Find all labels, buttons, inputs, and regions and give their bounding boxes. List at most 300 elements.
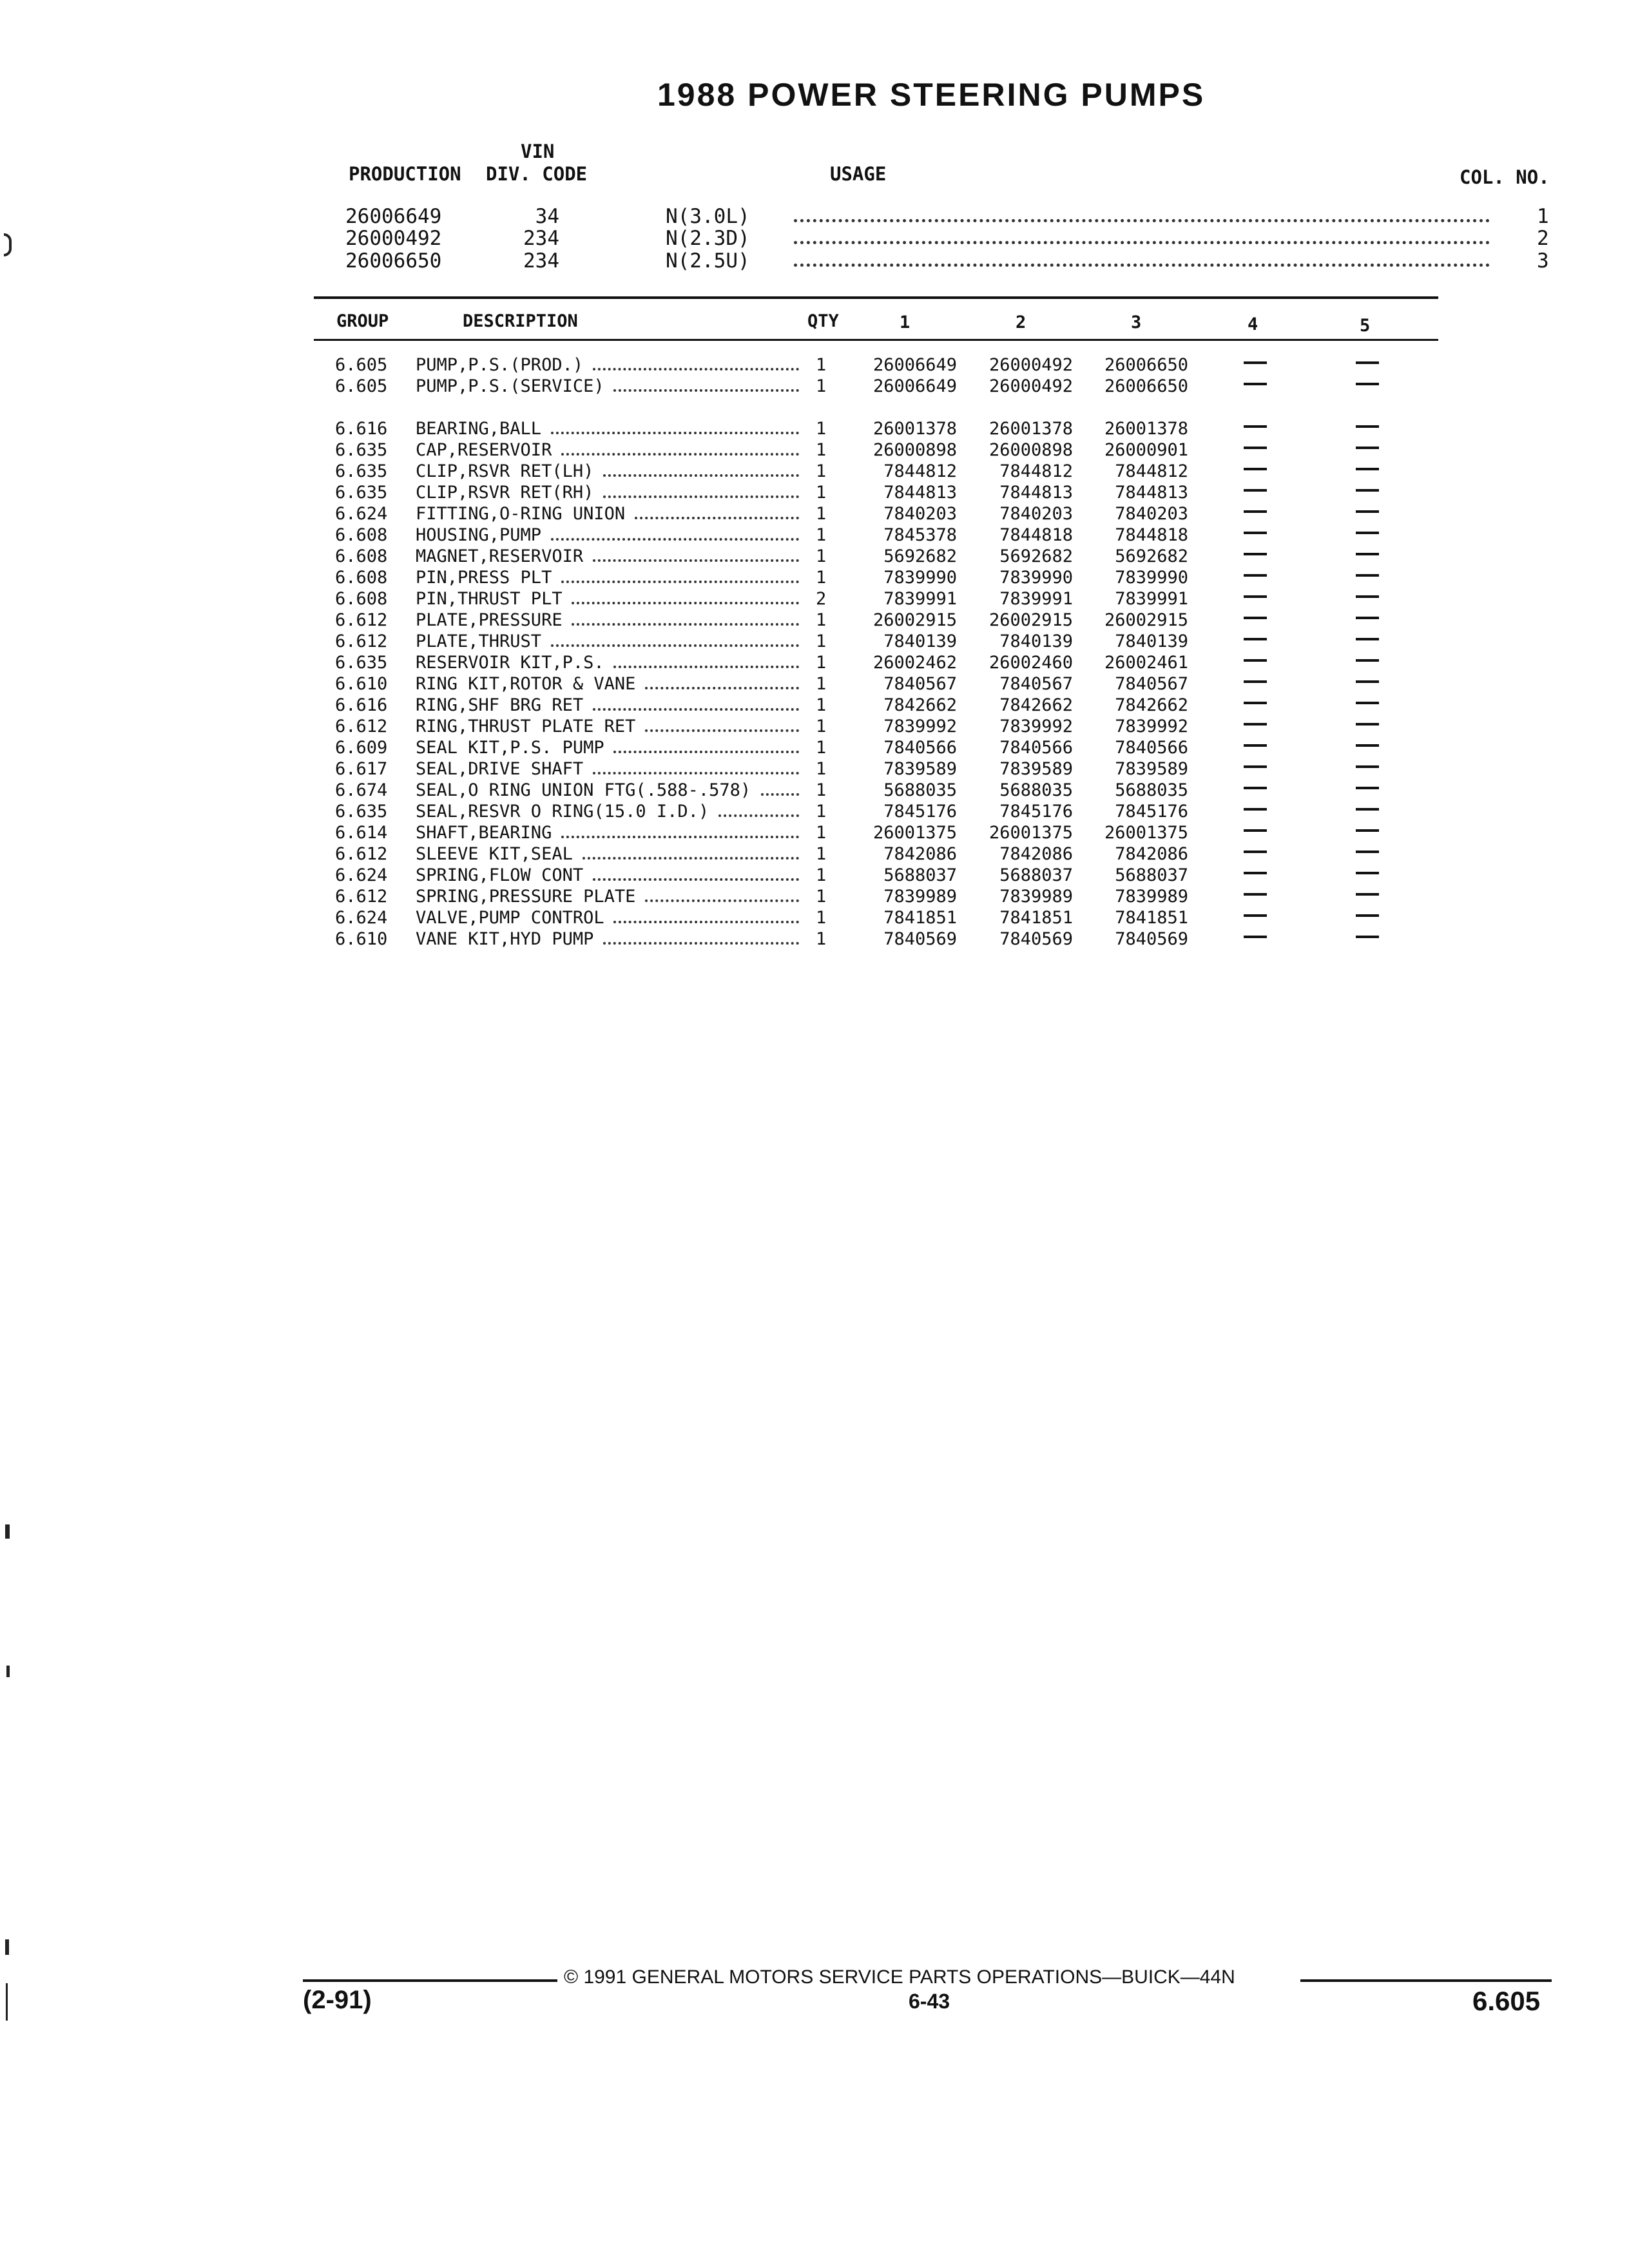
part-number-col3: 7839990	[1115, 568, 1188, 588]
part-number-col2: 5688037	[999, 865, 1073, 885]
part-number-col1: 7839991	[883, 589, 957, 609]
scan-mark-5	[6, 1983, 8, 2021]
part-number-col1: 26000898	[872, 440, 957, 460]
div-code-header: DIV. CODE	[486, 163, 588, 185]
part-number-col1: 7839589	[883, 759, 957, 779]
table-row	[0, 844, 1629, 865]
part-description: CAP,RESERVOIR	[416, 440, 552, 460]
part-number-col2: 7840569	[999, 929, 1073, 949]
part-number-col3: 5688037	[1115, 865, 1188, 885]
part-leader-dots	[613, 389, 799, 392]
col5-not-applicable-dash	[1356, 723, 1379, 726]
part-number-col1: 26006649	[872, 355, 957, 375]
col4-not-applicable-dash	[1244, 361, 1267, 364]
part-group-code: 6.612	[335, 716, 388, 736]
col5-not-applicable-dash	[1356, 744, 1379, 747]
usage-leader-dots	[794, 241, 1490, 244]
part-description: MAGNET,RESERVOIR	[416, 546, 584, 566]
part-group-code: 6.612	[335, 887, 388, 907]
part-number-col1: 7840567	[883, 674, 957, 694]
part-qty: 1	[816, 823, 827, 843]
part-number-col2: 7839989	[999, 887, 1073, 907]
usage-row	[0, 249, 1629, 273]
col4-header: 4	[1248, 314, 1258, 334]
table-row	[0, 908, 1629, 929]
col4-not-applicable-dash	[1244, 936, 1267, 938]
part-group-code: 6.608	[335, 568, 388, 588]
footer-date-code: (2-91)	[303, 1986, 372, 2014]
part-qty: 1	[816, 631, 827, 651]
table-row	[0, 716, 1629, 738]
part-leader-dots	[593, 772, 799, 774]
part-qty: 1	[816, 376, 827, 396]
part-group-code: 6.635	[335, 461, 388, 481]
part-group-code: 6.616	[335, 419, 388, 439]
col5-not-applicable-dash	[1356, 510, 1379, 513]
part-description: RESERVOIR KIT,P.S.	[416, 653, 604, 673]
part-number-col3: 7840139	[1115, 631, 1188, 651]
part-number-col3: 7844818	[1115, 525, 1188, 545]
part-number-col3: 26002461	[1104, 653, 1188, 673]
part-description: CLIP,RSVR RET(LH)	[416, 461, 594, 481]
part-number-col2: 7844813	[999, 483, 1073, 503]
part-number-col3: 7844812	[1115, 461, 1188, 481]
col4-not-applicable-dash	[1244, 425, 1267, 428]
part-group-code: 6.609	[335, 738, 388, 758]
usage-header: USAGE	[830, 163, 887, 185]
part-leader-dots	[561, 836, 799, 838]
col5-not-applicable-dash	[1356, 532, 1379, 534]
part-qty: 1	[816, 610, 827, 630]
part-number-col3: 7839989	[1115, 887, 1188, 907]
col4-not-applicable-dash	[1244, 914, 1267, 917]
part-qty: 1	[816, 568, 827, 588]
col4-not-applicable-dash	[1244, 383, 1267, 385]
part-number-col3: 7844813	[1115, 483, 1188, 503]
col5-header: 5	[1360, 316, 1371, 336]
col5-not-applicable-dash	[1356, 383, 1379, 385]
col-no-header: COL. NO.	[1460, 166, 1550, 188]
part-number-col2: 26001378	[988, 419, 1073, 439]
usage-vin-code: 34	[535, 205, 559, 228]
footer-rule-left	[303, 1979, 557, 1982]
part-group-code: 6.674	[335, 780, 388, 800]
table-row	[0, 802, 1629, 823]
part-qty: 1	[816, 887, 827, 907]
part-leader-dots	[561, 453, 799, 456]
col5-not-applicable-dash	[1356, 489, 1379, 492]
part-description: PLATE,THRUST	[416, 631, 542, 651]
part-number-col2: 26002915	[988, 610, 1073, 630]
part-number-col2: 7839991	[999, 589, 1073, 609]
col4-not-applicable-dash	[1244, 893, 1267, 896]
part-qty: 1	[816, 525, 827, 545]
part-number-col3: 26006650	[1104, 355, 1188, 375]
part-group-code: 6.624	[335, 865, 388, 885]
part-number-col2: 7841851	[999, 908, 1073, 928]
part-number-col3: 26006650	[1104, 376, 1188, 396]
part-qty: 1	[816, 419, 827, 439]
usage-production: 26006649	[345, 205, 442, 228]
col3-header: 3	[1131, 312, 1142, 332]
part-description: SPRING,FLOW CONT	[416, 865, 584, 885]
col4-not-applicable-dash	[1244, 787, 1267, 789]
part-number-col3: 26000901	[1104, 440, 1188, 460]
table-row	[0, 419, 1629, 440]
part-qty: 1	[816, 674, 827, 694]
table-row	[0, 738, 1629, 759]
col4-not-applicable-dash	[1244, 702, 1267, 704]
table-row	[0, 483, 1629, 504]
part-qty: 1	[816, 802, 827, 822]
table-header-rule	[314, 339, 1438, 341]
part-number-col2: 26001375	[988, 823, 1073, 843]
part-number-col1: 7844812	[883, 461, 957, 481]
col4-not-applicable-dash	[1244, 680, 1267, 683]
part-description: RING,SHF BRG RET	[416, 695, 584, 715]
part-number-col1: 7840566	[883, 738, 957, 758]
part-leader-dots	[635, 517, 799, 519]
part-group-code: 6.608	[335, 546, 388, 566]
part-number-col2: 7845176	[999, 802, 1073, 822]
part-leader-dots	[561, 581, 799, 583]
part-number-col3: 5692682	[1115, 546, 1188, 566]
part-number-col2: 7839589	[999, 759, 1073, 779]
part-group-code: 6.610	[335, 929, 388, 949]
vin-header: VIN	[521, 140, 555, 162]
col1-header: 1	[900, 312, 911, 332]
part-leader-dots	[593, 559, 799, 562]
part-number-col2: 7842662	[999, 695, 1073, 715]
part-group-code: 6.608	[335, 589, 388, 609]
part-group-code: 6.635	[335, 653, 388, 673]
part-description: SPRING,PRESSURE PLATE	[416, 887, 636, 907]
part-description: SEAL,O RING UNION FTG(.588-.578)	[416, 780, 751, 800]
table-row	[0, 440, 1629, 461]
part-number-col2: 7844818	[999, 525, 1073, 545]
part-number-col1: 7839989	[883, 887, 957, 907]
part-number-col1: 5688037	[883, 865, 957, 885]
part-qty: 1	[816, 716, 827, 736]
part-group-code: 6.605	[335, 355, 388, 375]
table-row	[0, 631, 1629, 653]
usage-vin-code: 234	[523, 249, 559, 273]
footer-copyright: © 1991 GENERAL MOTORS SERVICE PARTS OPERATIONS—BUICK—44N	[564, 1966, 1235, 1988]
part-leader-dots	[593, 878, 799, 881]
col5-not-applicable-dash	[1356, 595, 1379, 598]
usage-col-number: 1	[1537, 205, 1549, 228]
col4-not-applicable-dash	[1244, 659, 1267, 662]
part-number-col3: 7840569	[1115, 929, 1188, 949]
col4-not-applicable-dash	[1244, 532, 1267, 534]
part-number-col2: 26002460	[988, 653, 1073, 673]
usage-leader-dots	[794, 264, 1490, 267]
col5-not-applicable-dash	[1356, 787, 1379, 789]
table-row	[0, 355, 1629, 376]
part-leader-dots	[583, 857, 800, 860]
col4-not-applicable-dash	[1244, 510, 1267, 513]
usage-leader-dots	[794, 219, 1490, 222]
table-row	[0, 568, 1629, 589]
usage-engine: N(2.5U)	[666, 249, 750, 273]
part-qty: 2	[816, 589, 827, 609]
col4-not-applicable-dash	[1244, 829, 1267, 832]
table-row	[0, 376, 1629, 398]
col5-not-applicable-dash	[1356, 893, 1379, 896]
col5-not-applicable-dash	[1356, 829, 1379, 832]
table-row	[0, 610, 1629, 631]
part-number-col2: 5688035	[999, 780, 1073, 800]
col5-not-applicable-dash	[1356, 659, 1379, 662]
col5-not-applicable-dash	[1356, 361, 1379, 364]
table-row	[0, 759, 1629, 780]
part-number-col2: 5692682	[999, 546, 1073, 566]
part-qty: 1	[816, 695, 827, 715]
part-group-code: 6.635	[335, 440, 388, 460]
col5-not-applicable-dash	[1356, 702, 1379, 704]
part-number-col2: 7840139	[999, 631, 1073, 651]
table-top-rule	[314, 296, 1438, 299]
part-description: PUMP,P.S.(PROD.)	[416, 355, 584, 375]
part-leader-dots	[603, 474, 799, 477]
col5-not-applicable-dash	[1356, 468, 1379, 470]
usage-production: 26000492	[345, 227, 442, 250]
part-number-col3: 7845176	[1115, 802, 1188, 822]
part-group-code: 6.612	[335, 631, 388, 651]
col2-header: 2	[1016, 312, 1027, 332]
part-group-code: 6.616	[335, 695, 388, 715]
part-leader-dots	[603, 942, 799, 945]
footer-page-number: 6-43	[909, 1990, 950, 2013]
part-number-col1: 7845378	[883, 525, 957, 545]
col5-not-applicable-dash	[1356, 680, 1379, 683]
table-row	[0, 823, 1629, 844]
part-qty: 1	[816, 780, 827, 800]
part-number-col2: 26000492	[988, 376, 1073, 396]
part-number-col1: 7840203	[883, 504, 957, 524]
col4-not-applicable-dash	[1244, 723, 1267, 726]
col5-not-applicable-dash	[1356, 936, 1379, 938]
col5-not-applicable-dash	[1356, 447, 1379, 449]
part-leader-dots	[718, 814, 799, 817]
part-number-col2: 7842086	[999, 844, 1073, 864]
part-group-code: 6.635	[335, 483, 388, 503]
part-group-code: 6.617	[335, 759, 388, 779]
part-number-col1: 26001375	[872, 823, 957, 843]
col4-not-applicable-dash	[1244, 765, 1267, 768]
part-qty: 1	[816, 759, 827, 779]
col5-not-applicable-dash	[1356, 553, 1379, 555]
part-leader-dots	[645, 729, 799, 732]
part-description: CLIP,RSVR RET(RH)	[416, 483, 594, 503]
part-number-col1: 7845176	[883, 802, 957, 822]
col4-not-applicable-dash	[1244, 468, 1267, 470]
col5-not-applicable-dash	[1356, 765, 1379, 768]
part-group-code: 6.635	[335, 802, 388, 822]
part-number-col3: 7839992	[1115, 716, 1188, 736]
part-number-col2: 7840203	[999, 504, 1073, 524]
scan-mark-3	[6, 1666, 10, 1677]
part-leader-dots	[645, 899, 799, 902]
part-number-col2: 7839992	[999, 716, 1073, 736]
col4-not-applicable-dash	[1244, 744, 1267, 747]
table-row	[0, 674, 1629, 695]
col4-not-applicable-dash	[1244, 595, 1267, 598]
part-leader-dots	[593, 368, 799, 370]
table-row	[0, 887, 1629, 908]
part-leader-dots	[572, 602, 799, 604]
part-qty: 1	[816, 461, 827, 481]
part-leader-dots	[551, 644, 799, 647]
part-description: PIN,PRESS PLT	[416, 568, 552, 588]
part-number-col2: 7839990	[999, 568, 1073, 588]
part-qty: 1	[816, 844, 827, 864]
part-description: RING KIT,ROTOR & VANE	[416, 674, 636, 694]
part-description: BEARING,BALL	[416, 419, 542, 439]
usage-row	[0, 205, 1629, 228]
col5-not-applicable-dash	[1356, 872, 1379, 874]
col4-not-applicable-dash	[1244, 808, 1267, 811]
part-leader-dots	[761, 793, 799, 796]
table-row	[0, 589, 1629, 610]
usage-engine: N(3.0L)	[666, 205, 750, 228]
part-number-col1: 26006649	[872, 376, 957, 396]
table-row	[0, 546, 1629, 568]
part-number-col1: 7842662	[883, 695, 957, 715]
scan-mark-2	[5, 1524, 10, 1539]
part-group-code: 6.605	[335, 376, 388, 396]
table-row	[0, 780, 1629, 802]
part-leader-dots	[603, 495, 799, 498]
part-description: FITTING,O-RING UNION	[416, 504, 626, 524]
part-number-col1: 26001378	[872, 419, 957, 439]
part-number-col3: 7840566	[1115, 738, 1188, 758]
part-leader-dots	[551, 432, 799, 434]
part-number-col2: 7844812	[999, 461, 1073, 481]
col4-not-applicable-dash	[1244, 447, 1267, 449]
part-number-col1: 7842086	[883, 844, 957, 864]
usage-engine: N(2.3D)	[666, 227, 750, 250]
col5-not-applicable-dash	[1356, 850, 1379, 853]
part-description: SEAL KIT,P.S. PUMP	[416, 738, 604, 758]
part-description: HOUSING,PUMP	[416, 525, 542, 545]
part-group-code: 6.614	[335, 823, 388, 843]
table-row	[0, 929, 1629, 950]
usage-production: 26006650	[345, 249, 442, 273]
part-qty: 1	[816, 738, 827, 758]
col5-not-applicable-dash	[1356, 638, 1379, 640]
col5-not-applicable-dash	[1356, 574, 1379, 577]
part-qty: 1	[816, 440, 827, 460]
part-group-code: 6.612	[335, 610, 388, 630]
part-number-col3: 7840203	[1115, 504, 1188, 524]
footer-section-number: 6.605	[1472, 1986, 1541, 2016]
part-qty: 1	[816, 865, 827, 885]
part-qty: 1	[816, 483, 827, 503]
part-number-col3: 7840567	[1115, 674, 1188, 694]
part-number-col2: 26000492	[988, 355, 1073, 375]
col4-not-applicable-dash	[1244, 617, 1267, 619]
part-number-col3: 7839589	[1115, 759, 1188, 779]
group-col-header: GROUP	[336, 311, 389, 331]
part-group-code: 6.608	[335, 525, 388, 545]
part-number-col2: 26000898	[988, 440, 1073, 460]
col4-not-applicable-dash	[1244, 489, 1267, 492]
part-description: SHAFT,BEARING	[416, 823, 552, 843]
part-number-col3: 26002915	[1104, 610, 1188, 630]
part-leader-dots	[593, 708, 799, 711]
part-leader-dots	[572, 623, 799, 626]
col4-not-applicable-dash	[1244, 574, 1267, 577]
col4-not-applicable-dash	[1244, 553, 1267, 555]
part-qty: 1	[816, 546, 827, 566]
col5-not-applicable-dash	[1356, 914, 1379, 917]
part-leader-dots	[551, 538, 799, 541]
part-number-col3: 5688035	[1115, 780, 1188, 800]
page-title: 1988 POWER STEERING PUMPS	[657, 77, 1206, 113]
col4-not-applicable-dash	[1244, 850, 1267, 853]
part-qty: 1	[816, 653, 827, 673]
part-qty: 1	[816, 504, 827, 524]
part-description: SLEEVE KIT,SEAL	[416, 844, 573, 864]
production-header: PRODUCTION	[349, 163, 461, 185]
usage-col-number: 2	[1537, 227, 1549, 250]
part-group-code: 6.624	[335, 504, 388, 524]
table-row	[0, 504, 1629, 525]
table-row	[0, 865, 1629, 887]
part-qty: 1	[816, 929, 827, 949]
part-leader-dots	[613, 666, 799, 668]
part-qty: 1	[816, 355, 827, 375]
table-row	[0, 653, 1629, 674]
part-group-code: 6.612	[335, 844, 388, 864]
part-description: SEAL,RESVR O RING(15.0 I.D.)	[416, 802, 709, 822]
part-group-code: 6.610	[335, 674, 388, 694]
part-number-col1: 7839992	[883, 716, 957, 736]
part-number-col1: 7840569	[883, 929, 957, 949]
col5-not-applicable-dash	[1356, 617, 1379, 619]
table-row	[0, 695, 1629, 716]
part-number-col1: 7844813	[883, 483, 957, 503]
part-description: PLATE,PRESSURE	[416, 610, 563, 630]
col5-not-applicable-dash	[1356, 425, 1379, 428]
part-leader-dots	[645, 687, 799, 689]
part-number-col2: 7840567	[999, 674, 1073, 694]
usage-row	[0, 227, 1629, 250]
part-number-col3: 26001378	[1104, 419, 1188, 439]
part-number-col2: 7840566	[999, 738, 1073, 758]
part-leader-dots	[613, 921, 799, 923]
part-number-col3: 7839991	[1115, 589, 1188, 609]
description-col-header: DESCRIPTION	[463, 311, 578, 331]
part-description: SEAL,DRIVE SHAFT	[416, 759, 584, 779]
col4-not-applicable-dash	[1244, 872, 1267, 874]
part-description: RING,THRUST PLATE RET	[416, 716, 636, 736]
part-number-col1: 7839990	[883, 568, 957, 588]
part-number-col1: 7841851	[883, 908, 957, 928]
part-description: PIN,THRUST PLT	[416, 589, 563, 609]
footer-rule-right	[1300, 1979, 1552, 1982]
scan-mark-4	[5, 1939, 9, 1955]
part-leader-dots	[613, 751, 799, 753]
part-qty: 1	[816, 908, 827, 928]
qty-col-header: QTY	[807, 311, 839, 331]
part-number-col1: 26002462	[872, 653, 957, 673]
part-number-col1: 5688035	[883, 780, 957, 800]
table-row	[0, 525, 1629, 546]
table-row	[0, 461, 1629, 483]
usage-col-number: 3	[1537, 249, 1549, 273]
